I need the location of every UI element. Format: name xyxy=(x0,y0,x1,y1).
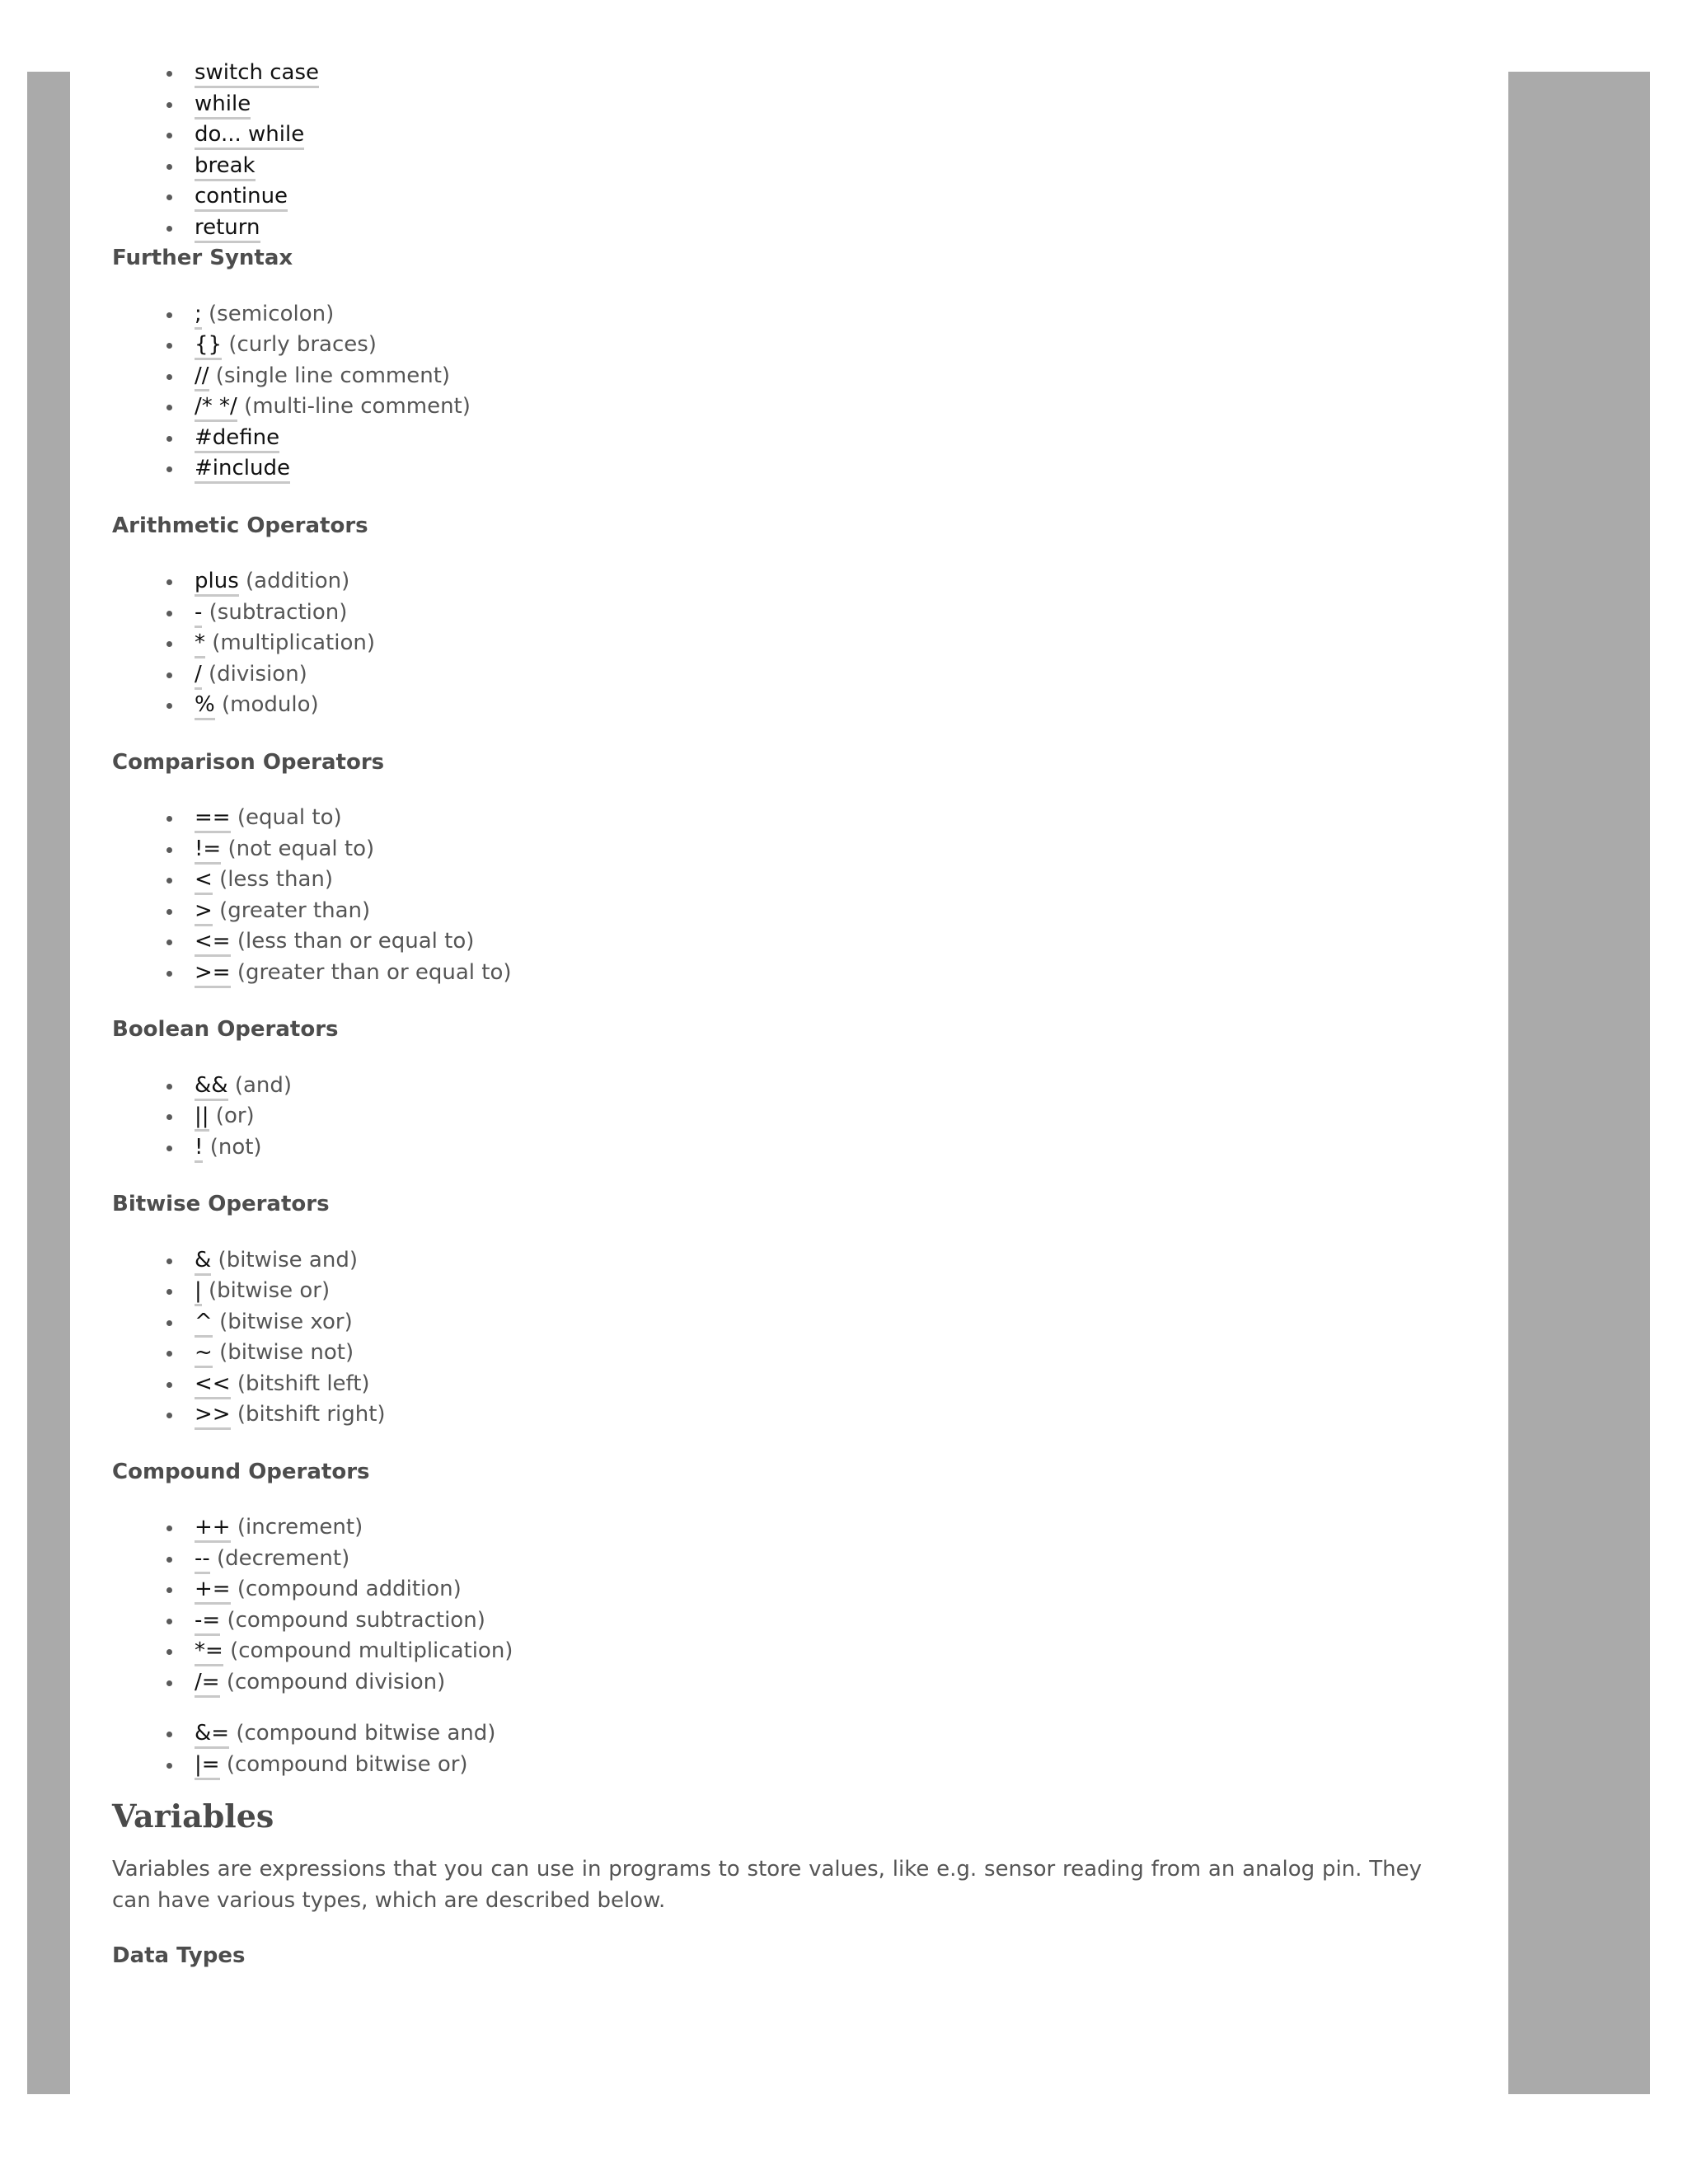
list-item xyxy=(112,89,1423,120)
keyword-link[interactable]: || xyxy=(195,1104,209,1132)
keyword-link[interactable]: continue xyxy=(195,184,288,212)
keyword-link[interactable]: #define xyxy=(195,425,279,453)
keyword-description: (bitwise xor) xyxy=(219,1309,353,1334)
keyword-link[interactable]: ; xyxy=(195,302,202,330)
keyword-description: (single line comment) xyxy=(215,363,451,388)
keyword-link[interactable]: != xyxy=(195,837,221,865)
list-item xyxy=(112,453,1423,485)
list-item xyxy=(112,659,1423,691)
list-item xyxy=(112,361,1423,392)
keyword-description: (greater than or equal to) xyxy=(237,959,512,985)
keyword-description: (compound multiplication) xyxy=(230,1638,513,1663)
keyword-link[interactable]: switch case xyxy=(195,60,319,88)
keyword-description: (bitshift right) xyxy=(237,1402,386,1427)
list-item xyxy=(112,330,1423,361)
list-item xyxy=(112,1245,1423,1277)
list-item xyxy=(112,1369,1423,1400)
keyword-description: (bitwise or) xyxy=(209,1278,331,1303)
keyword-link[interactable]: ++ xyxy=(195,1515,231,1543)
list-item xyxy=(112,1574,1423,1605)
keyword-link[interactable]: * xyxy=(195,630,205,658)
bitwise-operators-heading: Bitwise Operators xyxy=(112,1192,330,1216)
right-margin-bar xyxy=(1508,72,1650,2094)
list-item xyxy=(112,151,1423,182)
keyword-link[interactable]: % xyxy=(195,692,215,720)
keyword-description: (compound subtraction) xyxy=(227,1607,485,1633)
data-types-heading: Data Types xyxy=(112,1943,246,1968)
keyword-link[interactable]: do... while xyxy=(195,122,304,150)
keyword-link[interactable]: > xyxy=(195,898,213,926)
list-item xyxy=(112,1276,1423,1307)
list-item xyxy=(112,1667,1423,1699)
keyword-description: (bitwise and) xyxy=(218,1247,358,1272)
boolean-operators-list xyxy=(112,1071,1423,1164)
arithmetic-operators-list xyxy=(112,566,1423,721)
keyword-link[interactable]: - xyxy=(195,600,202,628)
boolean-operators-heading: Boolean Operators xyxy=(112,1017,339,1042)
list-item xyxy=(112,1512,1423,1544)
list-item xyxy=(112,896,1423,927)
keyword-description: (bitwise not) xyxy=(219,1340,354,1365)
keyword-description: (multi-line comment) xyxy=(244,394,471,419)
keyword-link[interactable]: &= xyxy=(195,1721,229,1749)
control-structure-list xyxy=(112,58,1423,243)
compound-operators-heading: Compound Operators xyxy=(112,1459,370,1484)
keyword-link[interactable]: ~ xyxy=(195,1340,213,1368)
keyword-description: (division) xyxy=(209,661,307,687)
keyword-description: (bitshift left) xyxy=(237,1371,370,1396)
list-item xyxy=(112,1338,1423,1369)
keyword-description: (compound addition) xyxy=(237,1577,462,1601)
keyword-link[interactable]: {} xyxy=(195,332,222,360)
keyword-link[interactable]: plus xyxy=(195,569,239,597)
list-item xyxy=(112,391,1423,423)
keyword-link[interactable]: /* */ xyxy=(195,394,237,422)
keyword-link[interactable]: ! xyxy=(195,1135,203,1163)
keyword-description: (not equal to) xyxy=(227,836,375,861)
bitwise-operators-list xyxy=(112,1245,1423,1431)
keyword-link[interactable]: & xyxy=(195,1248,211,1276)
list-item xyxy=(112,1132,1423,1164)
keyword-description: (not) xyxy=(209,1134,262,1160)
keyword-description: (greater than) xyxy=(219,898,371,923)
list-item xyxy=(112,834,1423,865)
keyword-link[interactable]: += xyxy=(195,1577,231,1605)
list-item xyxy=(112,181,1423,213)
keyword-description: (curly braces) xyxy=(228,332,377,357)
compound-operators-list xyxy=(112,1718,1423,1780)
keyword-description: (compound bitwise or) xyxy=(226,1751,468,1777)
keyword-link[interactable]: >= xyxy=(195,960,231,988)
keyword-link[interactable]: |= xyxy=(195,1752,220,1780)
operator-sections xyxy=(112,243,1423,1780)
variables-heading: Variables xyxy=(112,1797,274,1835)
keyword-description: (decrement) xyxy=(217,1545,350,1571)
list-item xyxy=(112,1101,1423,1132)
list-item xyxy=(112,926,1423,958)
keyword-link[interactable]: <= xyxy=(195,929,231,957)
list-item xyxy=(112,958,1423,989)
keyword-link[interactable]: | xyxy=(195,1278,202,1306)
keyword-description: (less than or equal to) xyxy=(237,929,475,954)
list-item xyxy=(112,628,1423,659)
keyword-description: (compound division) xyxy=(226,1669,446,1694)
arithmetic-operators-heading: Arithmetic Operators xyxy=(112,513,368,538)
list-item xyxy=(112,1544,1423,1575)
list-item xyxy=(112,120,1423,151)
keyword-description: (less than) xyxy=(219,867,334,892)
list-item xyxy=(112,1636,1423,1667)
keyword-description: (semicolon) xyxy=(209,301,335,326)
list-item xyxy=(112,865,1423,896)
keyword-link[interactable]: ^ xyxy=(195,1310,213,1338)
keyword-link[interactable]: #include xyxy=(195,456,290,484)
list-item xyxy=(112,1307,1423,1338)
keyword-description: (increment) xyxy=(237,1515,363,1540)
keyword-link[interactable]: break xyxy=(195,153,256,181)
keyword-description: (multiplication) xyxy=(212,630,375,655)
list-item xyxy=(112,1750,1423,1781)
keyword-link[interactable]: < xyxy=(195,867,213,895)
list-item xyxy=(112,1605,1423,1637)
keyword-description: (addition) xyxy=(246,569,350,593)
list-item xyxy=(112,1718,1423,1750)
further-syntax-list xyxy=(112,299,1423,485)
comparison-operators-list xyxy=(112,803,1423,988)
keyword-description: (or) xyxy=(215,1104,255,1128)
keyword-link[interactable]: -= xyxy=(195,1608,220,1636)
compound-operators-list xyxy=(112,1512,1423,1698)
keyword-link[interactable]: << xyxy=(195,1371,231,1399)
list-item xyxy=(112,1071,1423,1102)
list-item xyxy=(112,423,1423,454)
list-item xyxy=(112,566,1423,598)
variables-description: Variables are expressions that you can use in programs to store values, like e.g. sensor reading from an analog pin. They can have various types, which are described below. xyxy=(112,1857,1422,1913)
keyword-link[interactable]: *= xyxy=(195,1638,223,1666)
list-item xyxy=(112,690,1423,721)
further-syntax-heading: Further Syntax xyxy=(112,246,293,270)
keyword-link[interactable]: == xyxy=(195,805,231,833)
list-item xyxy=(112,1399,1423,1431)
comparison-operators-heading: Comparison Operators xyxy=(112,749,385,775)
keyword-link[interactable]: -- xyxy=(195,1546,210,1574)
left-margin-bar xyxy=(27,72,70,2094)
list-item xyxy=(112,598,1423,629)
keyword-description: (equal to) xyxy=(237,805,342,830)
keyword-link[interactable]: >> xyxy=(195,1402,231,1430)
keyword-description: (modulo) xyxy=(221,692,319,717)
reference-content xyxy=(112,58,1423,1972)
keyword-link[interactable]: && xyxy=(195,1073,228,1101)
list-item xyxy=(112,58,1423,89)
list-item xyxy=(112,299,1423,330)
keyword-description: (and) xyxy=(234,1072,293,1098)
keyword-link[interactable]: /= xyxy=(195,1670,220,1698)
keyword-link[interactable]: return xyxy=(195,215,260,243)
keyword-link[interactable]: while xyxy=(195,91,251,120)
keyword-link[interactable]: / xyxy=(195,662,202,690)
keyword-description: (subtraction) xyxy=(209,599,348,625)
keyword-description: (compound bitwise and) xyxy=(236,1721,496,1746)
keyword-link[interactable]: // xyxy=(195,363,209,391)
list-item xyxy=(112,803,1423,834)
list-item xyxy=(112,213,1423,244)
